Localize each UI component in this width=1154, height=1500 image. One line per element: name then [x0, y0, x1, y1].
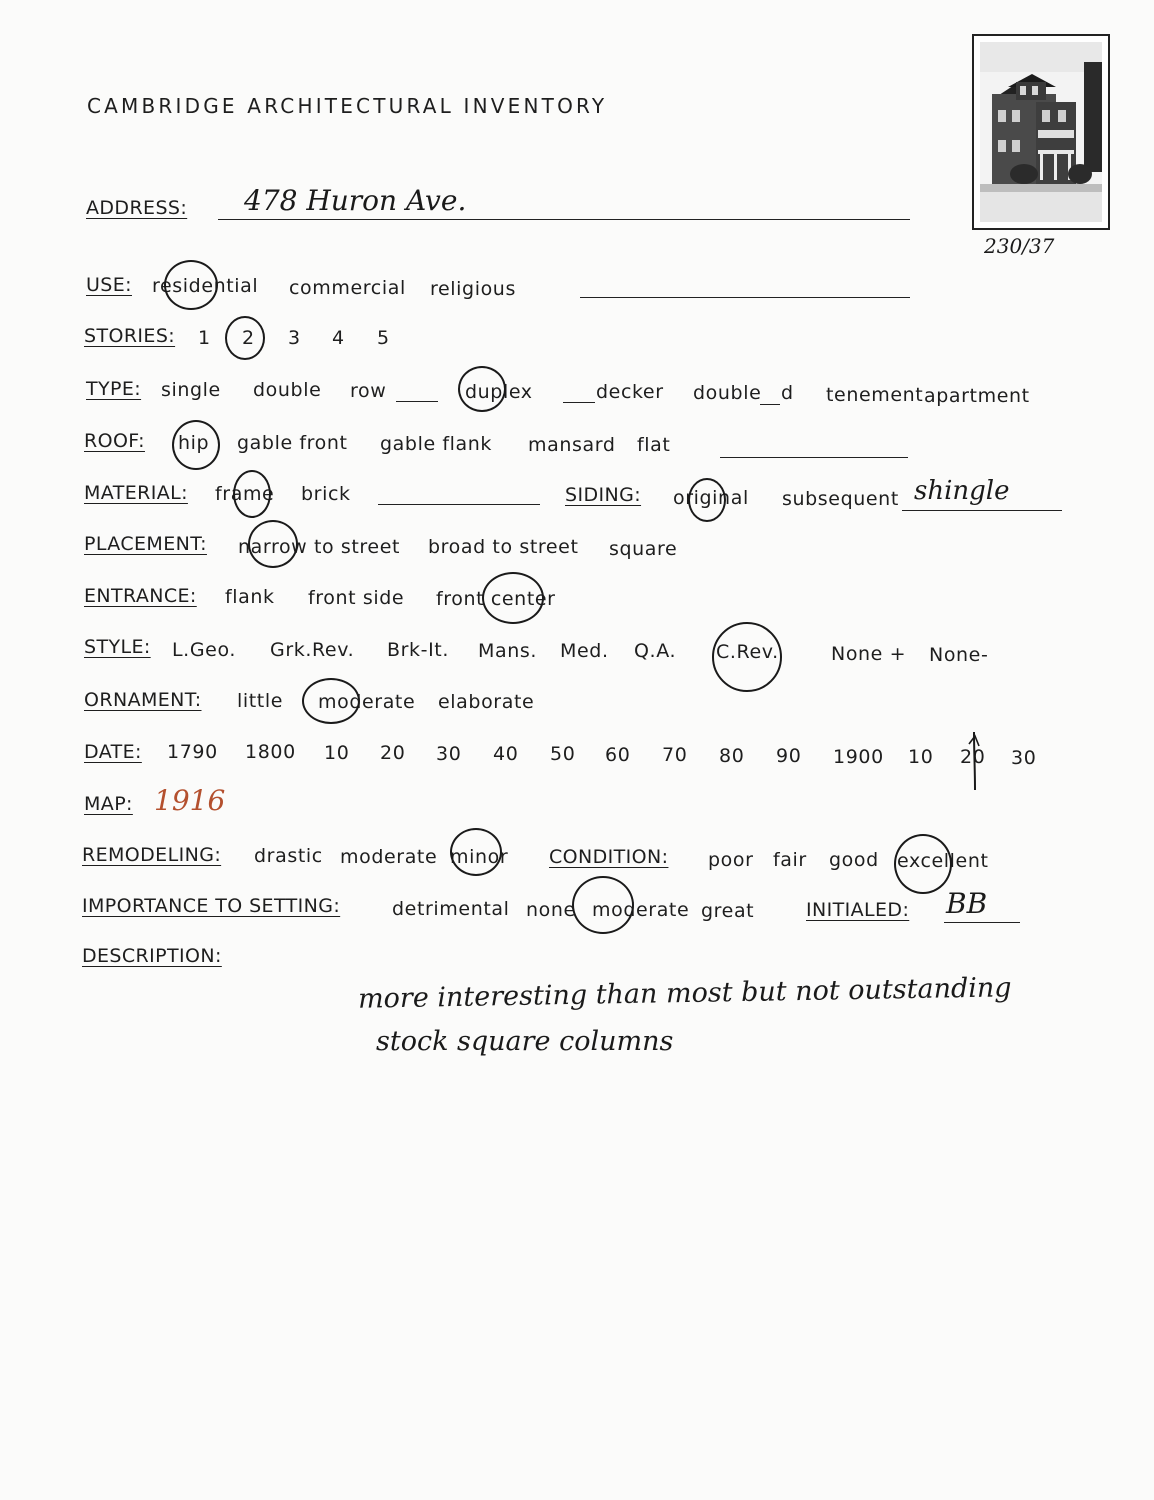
siding-option-subsequent[interactable]: subsequent — [782, 488, 899, 510]
date-option-20[interactable]: 20 — [380, 742, 406, 764]
date-label: DATE: — [84, 741, 142, 763]
date-option-1910[interactable]: 10 — [908, 746, 934, 768]
condition-option-fair[interactable]: fair — [773, 849, 807, 871]
selection-circle — [458, 366, 506, 412]
importance-option-moderate[interactable]: moderate — [592, 899, 690, 921]
roof-option-gable-flank[interactable]: gable flank — [380, 433, 493, 455]
stories-option-5[interactable]: 5 — [377, 327, 390, 349]
initialed-label: INITIALED: — [806, 899, 910, 921]
use-option-commercial[interactable]: commercial — [289, 277, 406, 299]
roof-option-mansard[interactable]: mansard — [528, 434, 616, 456]
stories-option-4[interactable]: 4 — [332, 327, 345, 349]
style-option-brkit[interactable]: Brk-It. — [387, 639, 449, 661]
date-tick-mark — [962, 730, 984, 794]
style-option-none-plus[interactable]: None + — [831, 643, 907, 665]
type-double-blank — [760, 404, 780, 405]
selection-circle — [302, 678, 360, 724]
style-option-lgeo[interactable]: L.Geo. — [172, 639, 236, 661]
date-option-80[interactable]: 80 — [719, 745, 745, 767]
roof-option-flat[interactable]: flat — [637, 434, 671, 456]
use-label: USE: — [86, 274, 132, 296]
material-label: MATERIAL: — [84, 482, 188, 504]
remodeling-option-minor[interactable]: minor — [450, 846, 509, 868]
map-value[interactable]: 1916 — [154, 784, 226, 817]
date-option-90[interactable]: 90 — [776, 745, 802, 767]
stories-option-2[interactable]: 2 — [242, 327, 255, 349]
selection-circle — [712, 622, 782, 692]
entrance-option-front-side[interactable]: front side — [308, 587, 405, 609]
description-label: DESCRIPTION: — [82, 945, 222, 967]
roof-label: ROOF: — [84, 430, 145, 452]
address-label: ADDRESS: — [86, 197, 188, 219]
type-option-decker[interactable]: decker — [596, 381, 664, 403]
entrance-option-flank[interactable]: flank — [225, 586, 275, 608]
selection-circle — [482, 572, 544, 624]
date-option-60[interactable]: 60 — [605, 744, 631, 766]
date-option-1800[interactable]: 1800 — [245, 741, 296, 763]
importance-option-great[interactable]: great — [701, 900, 755, 922]
stories-option-1[interactable]: 1 — [198, 327, 211, 349]
house-photo-icon — [980, 42, 1102, 222]
date-option-50[interactable]: 50 — [550, 743, 576, 765]
style-label: STYLE: — [84, 636, 151, 658]
date-option-1790[interactable]: 1790 — [167, 741, 218, 763]
condition-option-good[interactable]: good — [829, 849, 879, 871]
entrance-option-front-center[interactable]: front center — [436, 588, 556, 610]
selection-circle — [172, 420, 220, 470]
placement-option-square[interactable]: square — [609, 538, 678, 560]
condition-option-poor[interactable]: poor — [708, 849, 754, 871]
material-option-frame[interactable]: frame — [215, 483, 275, 505]
description-line-1[interactable]: more interesting than most but not outstanding — [357, 972, 1012, 1015]
roof-option-hip[interactable]: hip — [178, 432, 210, 454]
date-option-1930[interactable]: 30 — [1011, 747, 1037, 769]
stories-option-3[interactable]: 3 — [288, 327, 301, 349]
selection-circle — [688, 478, 726, 522]
siding-label: SIDING: — [565, 484, 642, 506]
importance-label: IMPORTANCE TO SETTING: — [82, 895, 341, 917]
stories-label: STORIES: — [84, 325, 176, 347]
ornament-option-moderate[interactable]: moderate — [318, 691, 416, 713]
siding-option-original[interactable]: original — [673, 487, 749, 509]
condition-label: CONDITION: — [549, 846, 669, 868]
ornament-option-little[interactable]: little — [237, 690, 284, 712]
remodeling-option-drastic[interactable]: drastic — [254, 845, 323, 867]
type-option-d[interactable]: d — [781, 382, 794, 404]
selection-circle — [248, 520, 298, 568]
address-line — [218, 219, 910, 220]
house-photo — [972, 34, 1110, 230]
condition-option-excellent[interactable]: excellent — [897, 850, 989, 872]
selection-circle — [894, 834, 952, 894]
map-label: MAP: — [84, 793, 133, 815]
siding-written-value[interactable]: shingle — [914, 476, 1010, 506]
type-row-blank — [396, 401, 438, 402]
entrance-label: ENTRANCE: — [84, 585, 197, 607]
style-option-none-minus[interactable]: None- — [929, 644, 989, 666]
type-option-duplex[interactable]: duplex — [465, 381, 533, 403]
use-option-religious[interactable]: religious — [430, 278, 516, 300]
placement-option-narrow[interactable]: narrow to street — [238, 536, 401, 558]
initialed-line — [944, 922, 1020, 923]
style-option-qa[interactable]: Q.A. — [634, 640, 677, 662]
siding-other-line — [902, 510, 1062, 511]
date-option-1900[interactable]: 1900 — [833, 746, 884, 768]
placement-label: PLACEMENT: — [84, 533, 207, 555]
type-option-row[interactable]: row — [350, 380, 387, 402]
initialed-value[interactable]: BB — [946, 887, 988, 920]
ornament-option-elaborate[interactable]: elaborate — [438, 691, 535, 713]
selection-circle — [572, 876, 634, 934]
selection-circle — [225, 316, 265, 360]
description-line-2[interactable]: stock square columns — [376, 1026, 674, 1057]
type-option-apartment[interactable]: apartment — [924, 385, 1030, 407]
photo-caption: 230/37 — [984, 234, 1055, 258]
material-other-line — [378, 504, 540, 505]
use-option-residential[interactable]: residential — [152, 275, 259, 297]
date-option-1920[interactable]: 20 — [960, 746, 986, 768]
type-option-double[interactable]: double — [253, 379, 322, 401]
selection-circle — [450, 828, 502, 876]
type-option-tenement[interactable]: tenement — [826, 384, 924, 406]
type-option-double-decker[interactable]: double — [693, 382, 762, 404]
use-other-line — [580, 297, 910, 298]
style-option-med[interactable]: Med. — [560, 640, 609, 662]
roof-other-line — [720, 457, 908, 458]
date-option-30[interactable]: 30 — [436, 743, 462, 765]
date-option-70[interactable]: 70 — [662, 744, 688, 766]
style-option-mans[interactable]: Mans. — [478, 640, 538, 662]
date-option-10[interactable]: 10 — [324, 742, 350, 764]
remodeling-label: REMODELING: — [82, 844, 222, 866]
selection-circle — [164, 260, 218, 310]
type-label: TYPE: — [86, 378, 142, 400]
address-value[interactable]: 478 Huron Ave. — [244, 184, 467, 217]
roof-option-gable-front[interactable]: gable front — [237, 432, 348, 454]
remodeling-option-moderate[interactable]: moderate — [340, 846, 438, 868]
material-option-brick[interactable]: brick — [301, 483, 351, 505]
date-option-40[interactable]: 40 — [493, 743, 519, 765]
form-title: CAMBRIDGE ARCHITECTURAL INVENTORY — [87, 94, 608, 118]
style-option-crev[interactable]: C.Rev. — [716, 641, 779, 663]
selection-circle — [233, 470, 271, 518]
type-decker-blank — [563, 402, 595, 403]
style-option-grkrev[interactable]: Grk.Rev. — [270, 639, 355, 661]
importance-option-none[interactable]: none — [526, 899, 576, 921]
ornament-label: ORNAMENT: — [84, 689, 202, 711]
type-option-single[interactable]: single — [161, 379, 221, 401]
placement-option-broad[interactable]: broad to street — [428, 536, 579, 558]
importance-option-detrimental[interactable]: detrimental — [392, 898, 510, 920]
